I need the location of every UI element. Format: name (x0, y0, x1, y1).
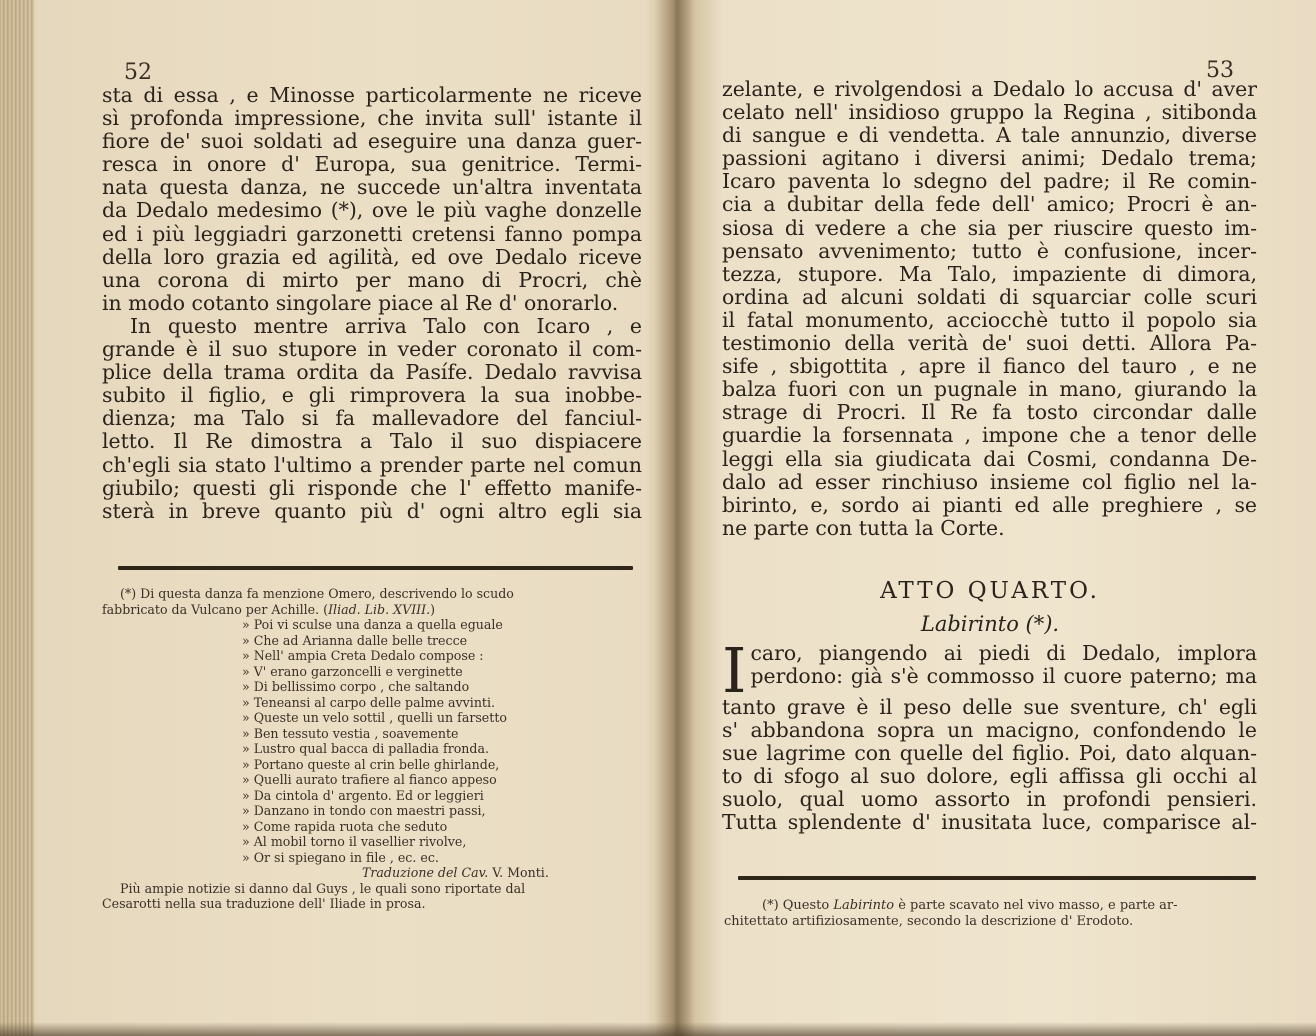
footnote-text: è parte scavato nel vivo masso, e parte ar- (898, 898, 1178, 913)
book-gutter (655, 0, 695, 1036)
footnote-text: (*) Questo (762, 898, 830, 913)
verse-line: » Quelli aurato trafiere al fianco appeso (242, 772, 497, 787)
footnote-line (102, 602, 647, 618)
verse-line: » Come rapida ruota che seduto (242, 818, 448, 834)
text-line: balza fuori con un pugnale in mano, giurando la (722, 378, 1257, 402)
text-line: ne parte con tutta la Corte. (722, 516, 1005, 540)
text-line: plice della trama ordita da Pasífe. Dedalo ravvisa (102, 361, 642, 385)
verse-line: » Lustro qual bacca di palladia fronda. (242, 741, 489, 756)
text-line: in modo cotanto singolare piace al Re d' onorarlo. (102, 291, 619, 315)
drop-cap: I (722, 634, 747, 707)
text-line: cia a dubitar della fede dell' amico; Procri è an- (722, 193, 1257, 217)
text-line: nata questa danza, ne succede un'altra inventata (102, 176, 642, 200)
text-line: leggi ella sia giudicata dai Cosmi, condanna De- (722, 447, 1257, 471)
verse-line: » Poi vi sculse una danza a quella eguale (242, 617, 503, 632)
signature-italic: Traduzione del Cav. (362, 865, 489, 880)
scene-title: Labirinto (*). (920, 612, 1060, 636)
verse-line: » Di bellissimo corpo , che saltando (242, 679, 470, 694)
text-line: siosa di vedere a che sia per riuscire questo im- (722, 216, 1257, 240)
footnote-left (102, 586, 647, 912)
text-line: giubilo; questi gli risponde che l' effetto manife- (102, 476, 642, 500)
text-line: passioni agitano i diversi animi; Dedalo trema; (722, 147, 1257, 171)
text-line: resca in onore d' Europa, sua genitrice. Termi- (102, 153, 642, 177)
right-page-body (722, 78, 1257, 540)
footnote-right (724, 898, 1259, 929)
footnote-rule (118, 566, 633, 570)
text-line: to di sfogo al suo dolore, egli affissa gli occhi al (722, 765, 1257, 789)
text-line: sterà in breve quanto più d' ogni altro egli sia (102, 499, 642, 523)
text-line: celato nell' insidioso gruppo la Regina , sitibonda (722, 101, 1257, 125)
text-line: Tutta splendente d' inusitata luce, comparisce al- (722, 811, 1257, 835)
left-page-body (102, 84, 642, 523)
footnote-line: (*) Di questa danza fa menzione Omero, descrivendo lo scudo (120, 586, 514, 601)
verse-line: » Portano queste al crin belle ghirlande, (242, 756, 500, 772)
text-line: dienza; ma Talo si fa mallevadore del fanciul- (102, 407, 642, 431)
text-line: una corona di mirto per mano di Procri, chè (102, 268, 642, 292)
page-edges (0, 0, 34, 1036)
footnote-text: fabbricato da Vulcano per Achille. ( (102, 601, 329, 617)
page-number-right: 53 (1206, 58, 1234, 83)
text-line: da Dedalo medesimo (*), ove le più vaghe donzelle (102, 199, 642, 223)
text-line: perdono: già s'è commosso il cuore paterno; ma (750, 665, 1257, 689)
signature-name: V. Monti. (492, 865, 549, 880)
text-line: testimonio della verità de' suoi detti. Allora Pa- (722, 332, 1257, 356)
text-line: s' abbandona sopra un macigno, confondendo le (722, 719, 1257, 743)
verse-line: » Teneansi al carpo delle palme avvinti. (242, 694, 496, 710)
text-line: sife , sbigottita , apre il fianco del tauro , e ne (722, 355, 1257, 379)
page-number-left: 52 (124, 60, 152, 85)
text-line: dalo ad esser rinchiuso insieme col figlio nel la- (722, 470, 1257, 494)
text-line: In questo mentre arriva Talo con Icaro , e (130, 314, 642, 338)
verse-line: » Or si spiegano in file , ec. ec. (242, 849, 439, 865)
footnote-line: Cesarotti nella sua traduzione dell' Iliade in prosa. (102, 896, 426, 911)
text-line: strage di Procri. Il Re fa tosto circondar dalle (722, 401, 1257, 425)
verse-line: » Danzano in tondo con maestri passi, (242, 803, 486, 818)
verse-line: » Queste un velo sottil , quelli un farsetto (242, 710, 507, 725)
verse-line: » Ben tessuto vestia , soavemente (242, 725, 459, 741)
act-four-body (722, 634, 1257, 835)
text-line: ed i più leggiadri garzonetti cretensi fanno pompa (102, 222, 642, 246)
text-line: letto. Il Re dimostra a Talo il suo dispiacere (102, 430, 642, 454)
text-line: Icaro paventa lo sdegno del padre; il Re comin- (722, 170, 1257, 194)
footnote-italic: Labirinto (833, 898, 895, 913)
text-line: birinto, e, sordo ai pianti ed alle preghiere , se (722, 493, 1257, 517)
left-page (40, 0, 655, 1036)
text-line: grande è il suo stupore in veder coronato il com- (102, 338, 642, 362)
footnote-rule (738, 876, 1256, 880)
text-line: della loro grazia ed agilità, ed ove Dedalo riceve (102, 245, 642, 269)
act-title: ATTO QUARTO. (880, 578, 1100, 604)
text-line: sì profonda impressione, che invita sull' istante il (102, 107, 642, 131)
text-line: sta di essa , e Minosse particolarmente ne riceve (102, 84, 642, 107)
footnote-line: chitettato artifiziosamente, secondo la descrizione d' Erodoto. (724, 913, 1134, 929)
text-line: sue lagrime con quelle del figlio. Poi, dato alquan- (722, 742, 1257, 766)
right-page (700, 0, 1300, 1036)
text-line: fiore de' suoi soldati ad eseguire una danza guer- (102, 130, 642, 154)
text-line: il fatal monumento, acciocchè tutto il popolo sia (722, 308, 1257, 332)
text-line: subito il figlio, e gli rimprovera la sua inobbe- (102, 384, 642, 408)
footnote-line (724, 898, 1259, 914)
citation: Iliad. Lib. XVIII. (328, 601, 431, 617)
verse-line: » Che ad Arianna dalle belle trecce (242, 632, 468, 648)
verse-line: » V' erano garzoncelli e verginette (242, 663, 463, 679)
footnote-text: ) (430, 601, 436, 617)
verse-line: » Da cintola d' argento. Ed or leggieri (242, 787, 484, 803)
text-line: tezza, stupore. Ma Talo, impaziente di dimora, (722, 262, 1257, 286)
text-line: tanto grave è il peso delle sue sventure, ch' egli (722, 696, 1257, 719)
text-line: guardie la forsennata , impone che a tenor delle (722, 424, 1257, 448)
text-line: pensato avvenimento; tutto è confusione, incer- (722, 239, 1257, 263)
text-line: suolo, qual uomo assorto in profondi pensieri. (722, 788, 1257, 812)
verse-line: » Nell' ampia Creta Dedalo compose : (242, 648, 484, 663)
translator-signature (102, 865, 647, 881)
text-line: ch'egli sia stato l'ultimo a prender parte nel comun (102, 453, 642, 477)
text-line: zelante, e rivolgendosi a Dedalo lo accusa d' aver (722, 78, 1257, 101)
verse-line: » Al mobil torno il vasellier rivolve, (242, 834, 467, 849)
text-line: di sangue e di vendetta. A tale annunzio, diverse (722, 124, 1257, 148)
text-line: caro, piangendo ai piedi di Dedalo, implora (750, 642, 1257, 665)
text-line: ordina ad alcuni soldati di squarciar colle scuri (722, 285, 1257, 309)
footnote-line: Più ampie notizie si danno dal Guys , le quali sono riportate dal (120, 880, 526, 896)
